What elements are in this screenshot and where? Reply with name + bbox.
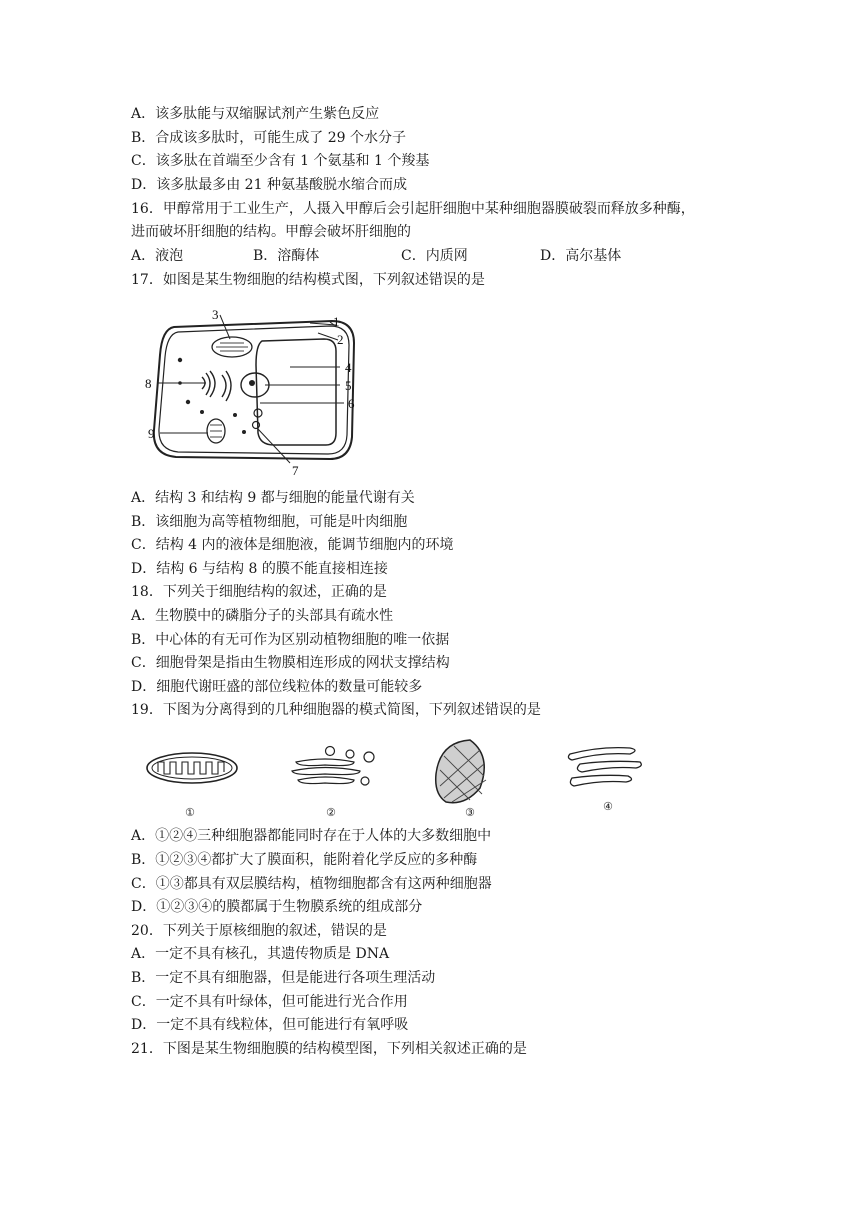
q18-stem: 18．下列关于细胞结构的叙述，正确的是 bbox=[131, 584, 387, 600]
q17-option-d: D．结构 6 与结构 8 的膜不能直接相连接 bbox=[131, 561, 388, 577]
q19-option-c: C．①③都具有双层膜结构，植物细胞都含有这两种细胞器 bbox=[131, 876, 492, 892]
q20-option-b: B．一定不具有细胞器，但是能进行各项生理活动 bbox=[131, 970, 436, 986]
q16-stem-line1: 16．甲醇常用于工业生产，人摄入甲醇后会引起肝细胞中某种细胞器膜破裂而释放多种酶， bbox=[131, 201, 695, 217]
q19-option-b: B．①②③④都扩大了膜面积，能附着化学反应的多种酶 bbox=[131, 852, 478, 868]
q17-stem: 17．如图是某生物细胞的结构模式图，下列叙述错误的是 bbox=[131, 272, 485, 288]
q19-stem: 19．下图为分离得到的几种细胞器的模式简图，下列叙述错误的是 bbox=[131, 702, 541, 718]
q16-option-d: D．高尔基体 bbox=[540, 248, 622, 264]
q20-stem: 20．下列关于原核细胞的叙述，错误的是 bbox=[131, 923, 387, 939]
q18-option-c: C．细胞骨架是指由生物膜相连形成的网状支撑结构 bbox=[131, 655, 450, 671]
organelle-label-3: ③ bbox=[465, 806, 475, 819]
organelle-label-1: ① bbox=[185, 806, 195, 819]
q18-option-a: A．生物膜中的磷脂分子的头部具有疏水性 bbox=[131, 608, 394, 624]
q16-stem-line2: 进而破坏肝细胞的结构。甲醇会破坏肝细胞的 bbox=[131, 224, 411, 240]
q21-stem: 21．下图是某生物细胞膜的结构模型图，下列相关叙述正确的是 bbox=[131, 1041, 527, 1057]
q16-option-b: B．溶酶体 bbox=[253, 248, 320, 264]
cell-label-4: 4 bbox=[345, 360, 352, 375]
cell-label-9: 9 bbox=[148, 426, 155, 441]
q17-option-b: B．该细胞为高等植物细胞，可能是叶肉细胞 bbox=[131, 514, 408, 530]
q18-option-b: B．中心体的有无可作为区别动植物细胞的唯一依据 bbox=[131, 632, 450, 648]
q15-option-b: B．合成该多肽时，可能生成了 29 个水分子 bbox=[131, 130, 407, 146]
q18-option-d: D．细胞代谢旺盛的部位线粒体的数量可能较多 bbox=[131, 679, 423, 695]
q16-option-a: A．液泡 bbox=[131, 248, 184, 264]
cell-label-1: 1 bbox=[333, 314, 340, 329]
organelles-figure bbox=[140, 736, 650, 822]
cell-label-7: 7 bbox=[292, 463, 299, 478]
cell-label-8: 8 bbox=[145, 376, 152, 391]
cell-label-3: 3 bbox=[212, 307, 219, 322]
q17-option-a: A．结构 3 和结构 9 都与细胞的能量代谢有关 bbox=[131, 490, 415, 506]
cell-label-5: 5 bbox=[345, 378, 352, 393]
cell-label-6: 6 bbox=[348, 396, 355, 411]
organelle-label-4: ④ bbox=[603, 800, 613, 813]
plant-cell-figure bbox=[140, 305, 370, 480]
q20-option-a: A．一定不具有核孔，其遗传物质是 DNA bbox=[131, 946, 390, 962]
q17-option-c: C．结构 4 内的液体是细胞液，能调节细胞内的环境 bbox=[131, 537, 454, 553]
q16-option-c: C．内质网 bbox=[401, 248, 468, 264]
q20-option-d: D．一定不具有线粒体，但可能进行有氧呼吸 bbox=[131, 1017, 409, 1033]
q15-option-c: C．该多肽在首端至少含有 1 个氨基和 1 个羧基 bbox=[131, 153, 430, 169]
q19-option-d: D．①②③④的膜都属于生物膜系统的组成部分 bbox=[131, 899, 423, 915]
organelle-label-2: ② bbox=[326, 806, 336, 819]
cell-label-2: 2 bbox=[337, 332, 344, 347]
q15-option-d: D．该多肽最多由 21 种氨基酸脱水缩合而成 bbox=[131, 177, 407, 193]
q15-option-a: A．该多肽能与双缩脲试剂产生紫色反应 bbox=[131, 106, 380, 122]
q19-option-a: A．①②④三种细胞器都能同时存在于人体的大多数细胞中 bbox=[131, 828, 492, 844]
q20-option-c: C．一定不具有叶绿体，但可能进行光合作用 bbox=[131, 994, 408, 1010]
